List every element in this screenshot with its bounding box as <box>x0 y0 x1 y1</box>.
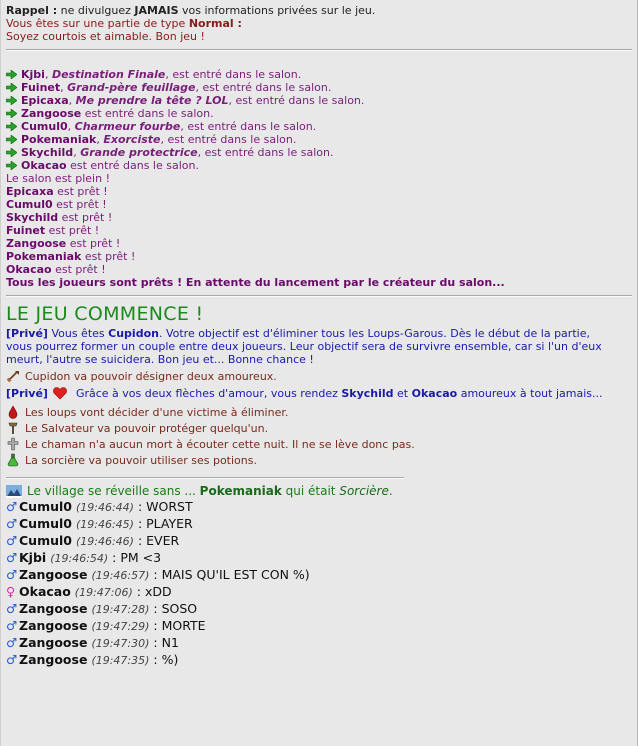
enter-arrow-icon <box>6 122 17 131</box>
private-love-message <box>6 386 632 400</box>
entry-suffix: est entré dans le salon. <box>81 107 214 120</box>
private-text: vous pourrez former un couple entre deux joueurs. Leur objectif sera de survivre ensemble, car si l'un d'eux <box>6 340 602 353</box>
entry-row: Cumul0, Charmeur fourbe, est entré dans le salon. <box>6 120 632 133</box>
chat-time: (19:47:28) <box>91 603 150 616</box>
private-text: meurt, l'autre se suicidera. Bon jeu et... Bonne chance ! <box>6 353 314 366</box>
chat-message <box>6 584 632 601</box>
village-wakeup-line <box>6 483 632 499</box>
entry-row: Epicaxa, Me prendre la tête ? LOL, est entré dans le salon. <box>6 94 632 107</box>
chat-text: : MORTE <box>149 618 206 633</box>
night-events <box>6 405 632 469</box>
male-icon: ♂ <box>6 533 18 548</box>
wakeup-text: . <box>388 484 393 498</box>
chat-time: (19:47:06) <box>74 586 133 599</box>
player-name[interactable]: Zangoose <box>6 237 67 250</box>
chat-time: (19:46:57) <box>91 569 150 582</box>
ready-suffix: est prêt ! <box>81 250 136 263</box>
player-name[interactable]: Fuinet <box>21 81 61 94</box>
ready-row <box>6 224 632 237</box>
ready-row <box>6 237 632 250</box>
courtois-line: Soyez courtois et aimable. Bon jeu ! <box>6 30 205 43</box>
rappel-text-a: ne divulguez <box>57 4 135 17</box>
chat-text: : %) <box>149 652 179 667</box>
player-name[interactable]: Epicaxa <box>6 185 54 198</box>
game-type-suffix: : <box>233 17 242 30</box>
player-name[interactable]: Fuinet <box>6 224 46 237</box>
chat-author[interactable]: Zangoose <box>19 601 88 616</box>
male-icon: ♂ <box>6 499 18 514</box>
ready-row <box>6 250 632 263</box>
ready-suffix: est prêt ! <box>52 198 107 211</box>
chat-message <box>6 533 632 550</box>
chat-author[interactable]: Zangoose <box>19 635 88 650</box>
player-name[interactable]: Skychild <box>21 146 74 159</box>
wakeup-text: qui était <box>281 484 340 498</box>
chat-author[interactable]: Cumul0 <box>19 499 72 514</box>
chat-message <box>6 652 632 669</box>
chat-time: (19:47:30) <box>91 637 150 650</box>
entry-suffix: , est entré dans le salon. <box>228 94 365 107</box>
entries-list <box>6 68 632 172</box>
chat-message <box>6 567 632 584</box>
chat-text: : PM <3 <box>108 550 162 565</box>
private-text: Vous êtes <box>47 327 109 340</box>
divider <box>6 295 632 297</box>
chat-author[interactable]: Okacao <box>19 584 71 599</box>
chat-text: : WORST <box>133 499 193 514</box>
entry-row <box>6 159 632 172</box>
private-role-message <box>6 327 632 366</box>
player-name[interactable]: Cumul0 <box>21 120 68 133</box>
player-name[interactable]: Cumul0 <box>6 198 53 211</box>
entry-suffix: , est entré dans le salon. <box>165 68 302 81</box>
game-type-value: Normal <box>188 17 234 30</box>
chat-author[interactable]: Zangoose <box>19 567 88 582</box>
player-name[interactable]: Zangoose <box>21 107 82 120</box>
entry-row: Kjbi, Destination Finale, est entré dans le salon. <box>6 68 632 81</box>
enter-arrow-icon <box>6 70 17 79</box>
chat-time: (19:46:54) <box>50 552 109 565</box>
private-text: et <box>393 387 412 400</box>
ready-row <box>6 211 632 224</box>
player-name[interactable]: Skychild <box>6 211 59 224</box>
divider <box>6 49 632 51</box>
private-tag: [Privé] <box>6 327 48 340</box>
male-icon: ♂ <box>6 635 18 650</box>
player-name[interactable]: Okacao <box>21 159 67 172</box>
night-event-text: Le Salvateur va pouvoir protéger quelqu'un. <box>25 422 269 435</box>
chat-text: : N1 <box>149 635 179 650</box>
player-title: Me prendre la tête ? LOL <box>75 94 229 107</box>
entry-row: Skychild, Grande protectrice, est entré dans le salon. <box>6 146 632 159</box>
entry-suffix: , est entré dans le salon. <box>160 133 297 146</box>
entry-row: Fuinet, Grand-père feuillage, est entré dans le salon. <box>6 81 632 94</box>
male-icon: ♂ <box>6 567 18 582</box>
night-event-text: Les loups vont décider d'une victime à éliminer. <box>25 406 289 419</box>
chat-messages <box>6 499 632 669</box>
chat-author[interactable]: Zangoose <box>19 618 88 633</box>
chat-text: : xDD <box>132 584 172 599</box>
player-name[interactable]: Kjbi <box>21 68 45 81</box>
player-name[interactable]: Pokemaniak <box>6 250 82 263</box>
player-title: Exorciste <box>103 133 161 146</box>
chat-author[interactable]: Kjbi <box>19 550 47 565</box>
entry-row: Pokemaniak, Exorciste, est entré dans le salon. <box>6 133 632 146</box>
chat-text: : MAIS QU'IL EST CON %) <box>149 567 310 582</box>
rappel-label: Rappel : <box>6 4 58 17</box>
game-type-prefix: Vous êtes sur une partie de type <box>6 17 189 30</box>
chat-message <box>6 550 632 567</box>
role-name: Sorcière <box>339 484 389 498</box>
night-event-row <box>6 453 632 469</box>
chat-text: : PLAYER <box>133 516 193 531</box>
cupidon-text: Cupidon va pouvoir désigner deux amoureux. <box>25 370 277 383</box>
player-name[interactable]: Okacao <box>6 263 52 276</box>
game-start-title: LE JEU COMMENCE ! <box>6 303 204 325</box>
player-title: Grande protectrice <box>80 146 198 159</box>
enter-arrow-icon <box>6 96 17 105</box>
enter-arrow-icon <box>6 109 17 118</box>
ready-list <box>6 185 632 276</box>
night-event-row <box>6 421 632 437</box>
night-event-text: La sorcière va pouvoir utiliser ses potions. <box>25 454 257 467</box>
role-name: Cupidon <box>108 327 159 340</box>
salon-plein: Le salon est plein ! <box>6 172 110 185</box>
enter-arrow-icon <box>6 135 17 144</box>
player-name[interactable]: Pokemaniak <box>21 133 97 146</box>
male-icon: ♂ <box>6 652 18 667</box>
private-text: amoureux à tout jamais... <box>457 387 603 400</box>
chat-text: : EVER <box>133 533 180 548</box>
night-event-row <box>6 405 632 421</box>
ready-suffix: est prêt ! <box>58 211 113 224</box>
rappel-text-b: vos informations privées sur le jeu. <box>178 4 376 17</box>
chat-message <box>6 601 632 618</box>
chat-author[interactable]: Cumul0 <box>19 533 72 548</box>
player-title: Charmeur fourbe <box>74 120 181 133</box>
wakeup-text: Le village se réveille sans ... <box>27 484 200 498</box>
chat-message <box>6 499 632 516</box>
chat-message <box>6 635 632 652</box>
rappel-jamais: JAMAIS <box>134 4 179 17</box>
enter-arrow-icon <box>6 161 17 170</box>
ready-suffix: est prêt ! <box>45 224 100 237</box>
ready-suffix: est prêt ! <box>53 185 108 198</box>
chat-author[interactable]: Cumul0 <box>19 516 72 531</box>
player-title: Grand-père feuillage <box>67 81 196 94</box>
landscape-icon <box>6 485 22 498</box>
blood-drop-icon <box>6 405 20 419</box>
player-name[interactable]: Epicaxa <box>21 94 69 107</box>
cupidon-line <box>6 369 632 383</box>
all-ready-message: Tous les joueurs sont prêts ! En attente du lancement par le créateur du salon... <box>6 276 505 289</box>
chat-author[interactable]: Zangoose <box>19 652 88 667</box>
entry-row <box>6 107 632 120</box>
male-icon: ♂ <box>6 618 18 633</box>
chat-time: (19:47:29) <box>91 620 150 633</box>
night-event-row <box>6 437 632 453</box>
male-icon: ♂ <box>6 516 18 531</box>
male-icon: ♂ <box>6 601 18 616</box>
ready-row <box>6 263 632 276</box>
chat-time: (19:46:44) <box>75 501 134 514</box>
chat-time: (19:47:35) <box>91 654 150 667</box>
chat-text: : SOSO <box>149 601 198 616</box>
private-text: . Votre objectif est d'éliminer tous les Loups-Garous. Dès le début de la partie, <box>158 327 590 340</box>
potion-icon <box>6 453 20 467</box>
rappel-line <box>6 4 632 17</box>
female-icon: ♀ <box>6 584 16 599</box>
player-name[interactable]: Okacao <box>411 387 458 400</box>
male-icon: ♂ <box>6 550 18 565</box>
chat-time: (19:46:46) <box>75 535 134 548</box>
ready-suffix: est prêt ! <box>66 237 121 250</box>
entry-suffix: , est entré dans le salon. <box>195 81 332 94</box>
entry-suffix: , est entré dans le salon. <box>197 146 334 159</box>
player-name[interactable]: Pokemaniak <box>199 484 282 498</box>
private-text: Grâce à vos deux flèches d'amour, vous rendez <box>72 387 342 400</box>
chat-message <box>6 516 632 533</box>
ready-row <box>6 198 632 211</box>
ready-suffix: est prêt ! <box>51 263 106 276</box>
player-name[interactable]: Skychild <box>341 387 394 400</box>
enter-arrow-icon <box>6 148 17 157</box>
enter-arrow-icon <box>6 83 17 92</box>
heart-icon <box>53 386 67 400</box>
game-type-line <box>6 17 632 30</box>
entry-suffix: , est entré dans le salon. <box>180 120 317 133</box>
ready-row <box>6 185 632 198</box>
entry-suffix: est entré dans le salon. <box>66 159 199 172</box>
player-title: Destination Finale <box>51 68 166 81</box>
cupid-arrow-icon <box>6 369 20 383</box>
chat-time: (19:46:45) <box>75 518 134 531</box>
private-tag: [Privé] <box>6 387 48 400</box>
chat-message <box>6 618 632 635</box>
short-divider <box>6 477 404 479</box>
salvateur-icon <box>6 421 20 435</box>
grave-cross-icon <box>6 437 20 451</box>
night-event-text: Le chaman n'a aucun mort à écouter cette nuit. Il ne se lève donc pas. <box>25 438 415 451</box>
